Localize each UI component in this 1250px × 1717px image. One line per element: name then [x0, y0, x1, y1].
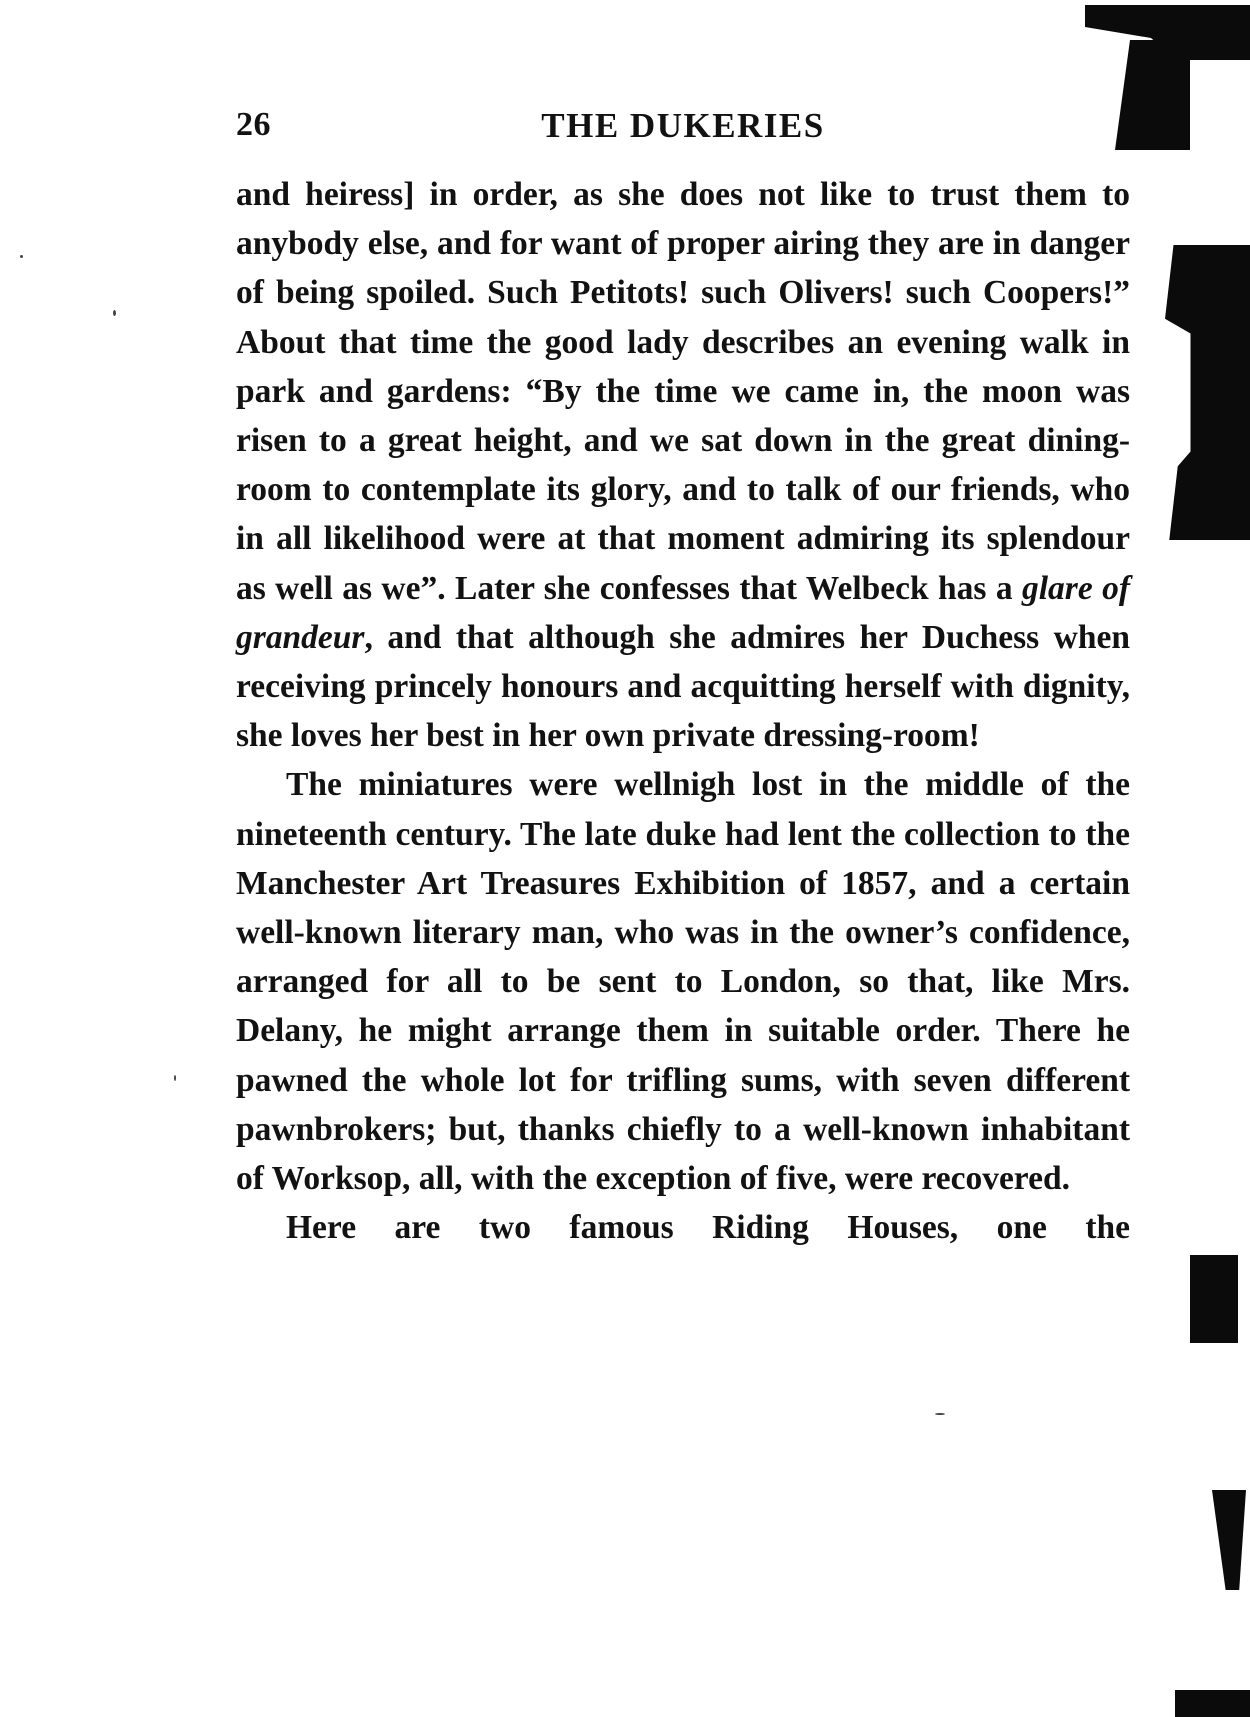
- scan-speck: [174, 1075, 176, 1081]
- scan-speck: [935, 1413, 945, 1415]
- paragraph-3: Here are two famous Riding Houses, one the: [286, 1209, 1130, 1247]
- scan-artifact-right-upper: [1165, 245, 1250, 540]
- paragraph-1-italic: glare of grandeur: [236, 569, 1130, 656]
- paragraph-1-text-b: , and that although she admires her Duchess when receiving princely honours and acquitting herself with dignity, she loves her best in her own private dressing-room!: [236, 618, 1130, 755]
- page-number: 26: [236, 106, 271, 143]
- scan-artifact-bottom-right: [1175, 1690, 1250, 1717]
- paragraph-2: The miniatures were wellnigh lost in the middle of the nineteenth century. The late duke had lent the collection to the Manchester Art Treasures Exhibition of 1857, and a certain well-known literary man, who was in the owner’s confidence, arranged for all to be sent to London, so that, like Mrs. Delany, he might arrange them in suitable order. There he pawned the whole lot for trifling sums, with seven different pawnbrokers; but, thanks chiefly to a well-known inhabitant of Worksop, all, with the exception of five, were recovered.: [236, 766, 1130, 1198]
- paragraph-1-text-a: and heiress] in order, as she does not like to trust them to anybody else, and for want of proper airing they are in danger of being spoiled. Such Petitots! such Olivers! such Coopers!” About that time the good lady describes an evening walk in park and gardens: “By the time we came in, the moon was risen to a great height, and we sat down in the great dining-room to contemplate its glory, and to talk of our friends, who in all likelihood were at that moment admiring its splendour as well as we”. Later she confesses that Welbeck has a: [236, 176, 1130, 607]
- scan-artifact-right-lower: [1212, 1490, 1246, 1590]
- body-text: [236, 170, 1130, 1252]
- page-header: [236, 106, 1130, 156]
- scan-speck: [20, 255, 23, 258]
- scan-speck: [113, 310, 116, 316]
- paragraph-1: [236, 170, 1130, 760]
- scan-artifact-right-middle: [1190, 1255, 1238, 1343]
- running-head: THE DUKERIES: [541, 106, 825, 145]
